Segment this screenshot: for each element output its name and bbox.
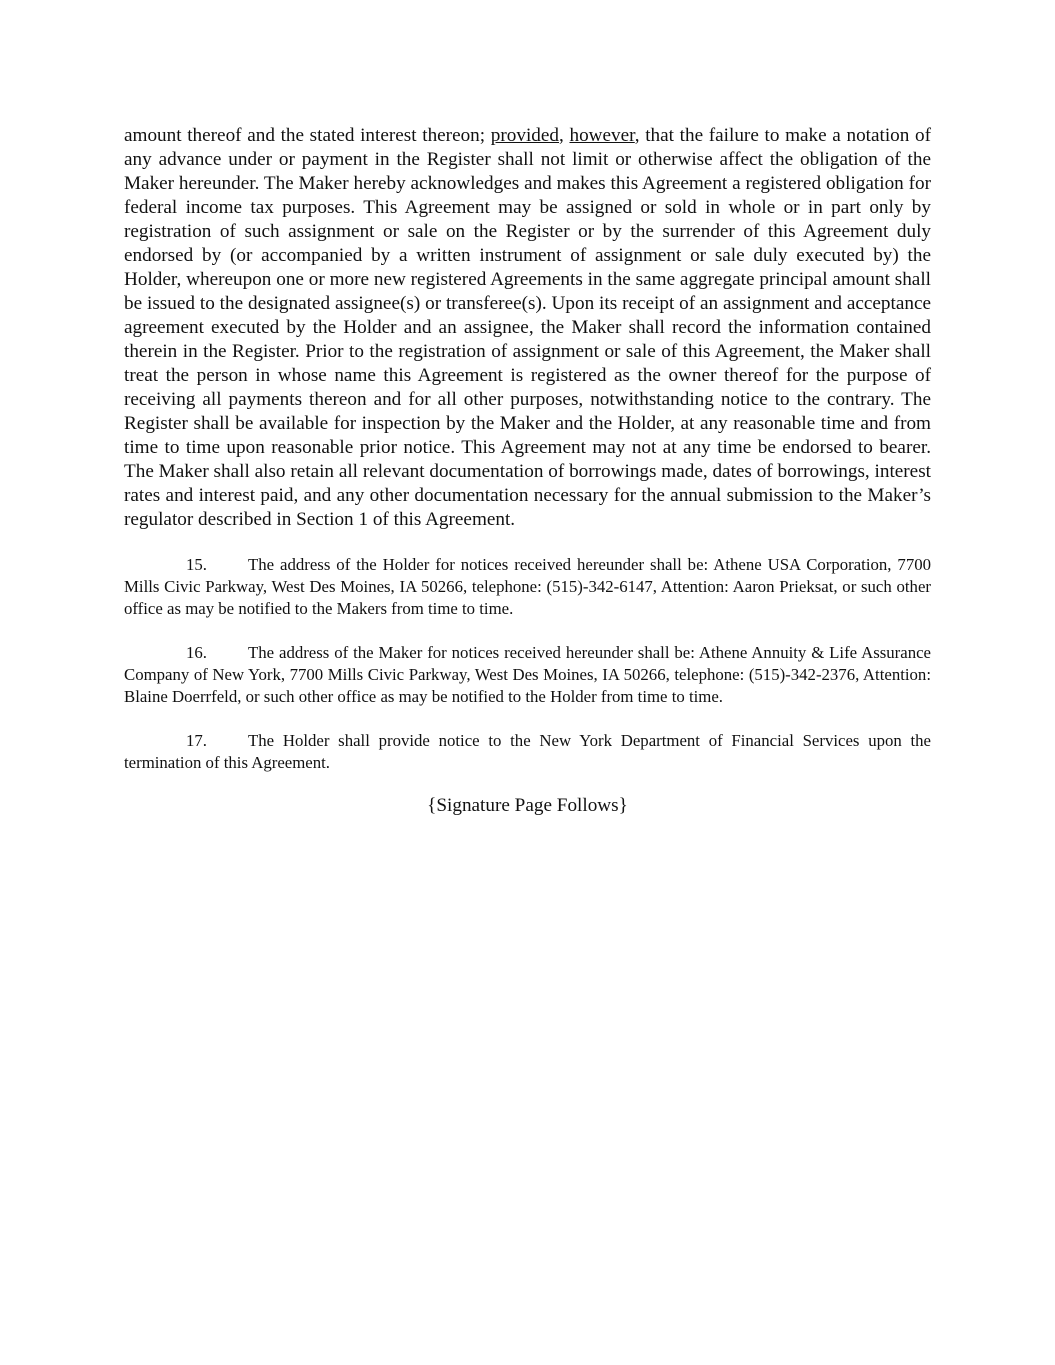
section-17 xyxy=(124,730,931,774)
document-page xyxy=(124,124,931,818)
register-text-lead: amount thereof and the stated interest thereon; xyxy=(124,125,491,146)
section-number: 16. xyxy=(186,643,207,662)
section-text: The Holder shall provide notice to the New York Department of Financial Services upon the termination of this Agreement. xyxy=(124,731,931,772)
section-16 xyxy=(124,642,931,708)
section-15 xyxy=(124,554,931,620)
register-paragraph xyxy=(124,124,931,532)
register-text-body: , that the failure to make a notation of any advance under or payment in the Register shall not limit or otherwise affect the obligation of the Maker hereunder. The Maker hereby acknowledges and makes this Agreement a registered obligation for federal income tax purposes. This Agreement may be assigned or sold in whole or in part only by registration of such assignment or sale on the Register or by the surrender of this Agreement duly endorsed by (or accompanied by a written instrument of assignment or sale duly executed by) the Holder, whereupon one or more new registered Agreements in the same aggregate principal amount shall be issued to the designated assignee(s) or transferee(s). Upon its receipt of an assignment and acceptance agreement executed by the Holder and an assignee, the Maker shall record the information contained therein in the Register. Prior to the registration of assignment or sale of this Agreement, the Maker shall treat the person in whose name this Agreement is registered as the owner thereof for the purpose of receiving all payments thereon and for all other purposes, notwithstanding notice to the contrary. The Register shall be available for inspection by the Maker and the Holder, at any reasonable time and from time to time upon reasonable prior notice. This Agreement may not at any time be endorsed to bearer. The Maker shall also retain all relevant documentation of borrowings made, dates of borrowings, interest rates and interest paid, and any other documentation necessary for the annual submission to the Maker’s regulator described in Section 1 of this Agreement. xyxy=(124,125,932,530)
comma-separator: , xyxy=(559,125,570,146)
signature-page-note: {Signature Page Follows} xyxy=(427,795,628,816)
section-number: 17. xyxy=(186,731,207,750)
provided-term: provided xyxy=(490,125,559,146)
section-number: 15. xyxy=(186,555,207,574)
section-text: The address of the Holder for notices received hereunder shall be: Athene USA Corporation, 7700 Mills Civic Parkway, West Des Moines, IA 50266, telephone: (515)-342-6147, Attention: Aaron Prieksat, or such other office as may be notified to the Makers from time to time. xyxy=(124,555,931,618)
however-term: however xyxy=(569,125,635,146)
section-text: The address of the Maker for notices received hereunder shall be: Athene Annuity & Life Assurance Company of New York, 7700 Mills Civic Parkway, West Des Moines, IA 50266, telephone: (515)-342-2376, Attention: Blaine Doerrfeld, or such other office as may be notified to the Holder from time to time. xyxy=(124,643,931,706)
